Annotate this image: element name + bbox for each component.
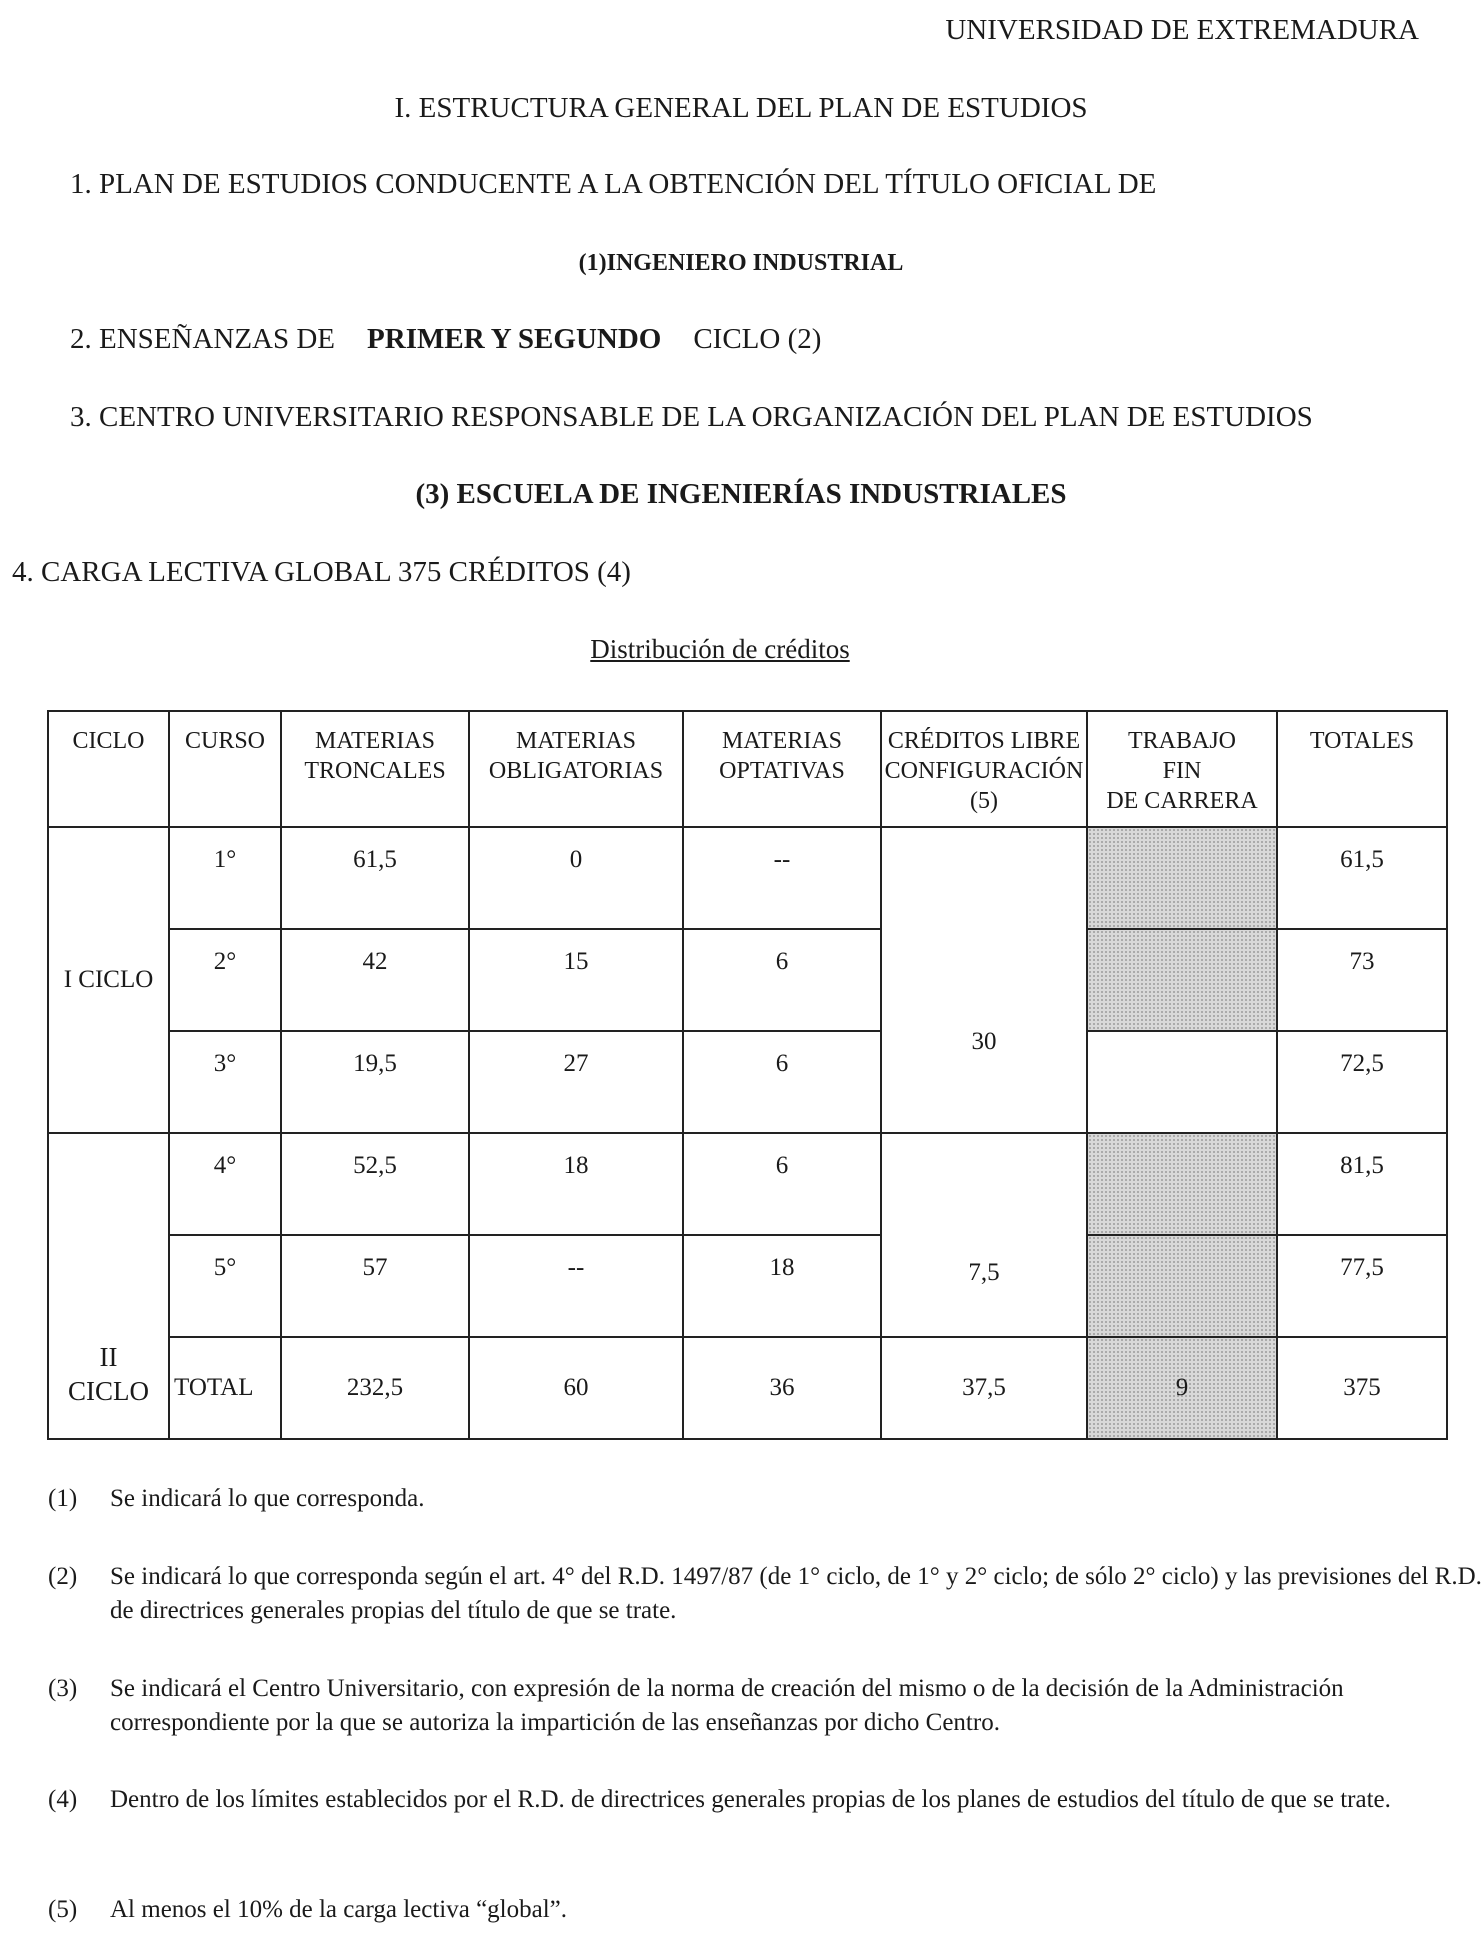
footnote-number: (5) [48,1896,78,1923]
footnote-text: Se indicará lo que corresponda. [110,1485,425,1512]
libre-cycle-2-cell: 7,5 [881,1133,1087,1337]
footnote-text: Se indicará lo que corresponda según el art. 4° del R.D. 1497/87 (de 1° ciclo, de 1° y 2° ciclo; de sólo 2° ciclo) y las previsiones del R.D. de directrices generales propias del título de que se trate. [110,1563,1482,1624]
item-2-suffix: CICLO (2) [693,323,822,355]
header-libre-configuracion: CRÉDITOS LIBRE CONFIGURACIÓN (5) [881,711,1087,827]
curso-cell: 5° [169,1235,281,1337]
header-totales: TOTALES [1277,711,1447,827]
libre-cycle-1-cell: 30 [881,827,1087,1133]
troncales-cell: 57 [281,1235,469,1337]
trabajo-shaded-cell [1087,1235,1277,1337]
header-optativas: MATERIAS OPTATIVAS [683,711,881,827]
total-optativas: 36 [683,1337,881,1439]
troncales-cell: 42 [281,929,469,1031]
header-trabajo-fin-carrera: TRABAJO FIN DE CARRERA [1087,711,1277,827]
curso-cell: 4° [169,1133,281,1235]
footnote-text: Dentro de los límites establecidos por el R.D. de directrices generales propias de los planes de estudios del título de que se trate. [110,1786,1391,1813]
cycle-2-label: II CICLO [48,1133,169,1439]
table-row [48,1133,1447,1235]
table-row [48,1235,1447,1337]
table-header-row [48,711,1447,827]
troncales-cell: 61,5 [281,827,469,929]
curso-cell: 1° [169,827,281,929]
footnote-number: (3) [48,1675,78,1702]
header-ciclo: CICLO [48,711,169,827]
footnote-number: (2) [48,1563,78,1590]
optativas-cell: 6 [683,1133,881,1235]
curso-cell: 3° [169,1031,281,1133]
table-row [48,929,1447,1031]
total-label: TOTAL [169,1337,281,1439]
total-libre: 37,5 [881,1337,1087,1439]
trabajo-empty-cell [1087,1031,1277,1133]
trabajo-shaded-cell [1087,827,1277,929]
optativas-cell: 6 [683,929,881,1031]
section-title: I. ESTRUCTURA GENERAL DEL PLAN DE ESTUDIOS [394,92,1088,124]
degree-name: (1)INGENIERO INDUSTRIAL [578,250,904,276]
table-total-row [48,1337,1447,1439]
header-curso: CURSO [169,711,281,827]
obligatorias-cell: 15 [469,929,683,1031]
item-3-title: 3. CENTRO UNIVERSITARIO RESPONSABLE DE LA ORGANIZACIÓN DEL PLAN DE ESTUDIOS [70,401,1313,433]
total-trabajo: 9 [1087,1337,1277,1439]
optativas-cell: 6 [683,1031,881,1133]
footnote-number: (4) [48,1786,78,1813]
school-name: (3) ESCUELA DE INGENIERÍAS INDUSTRIALES [415,478,1067,510]
optativas-cell: -- [683,827,881,929]
table-row [48,827,1447,929]
distribution-title: Distribución de créditos [590,634,850,664]
optativas-cell: 18 [683,1235,881,1337]
totales-cell: 77,5 [1277,1235,1447,1337]
item-1-title: 1. PLAN DE ESTUDIOS CONDUCENTE A LA OBTENCIÓN DEL TÍTULO OFICIAL DE [70,168,1157,200]
item-2-cycles: PRIMER Y SEGUNDO [367,323,662,355]
obligatorias-cell: 18 [469,1133,683,1235]
university-name: UNIVERSIDAD DE EXTREMADURA [945,14,1419,46]
total-totales: 375 [1277,1337,1447,1439]
troncales-cell: 52,5 [281,1133,469,1235]
table-row [48,1031,1447,1133]
footnote-text: Se indicará el Centro Universitario, con expresión de la norma de creación del mismo o de la decisión de la Administración correspondiente por la que se autoriza la impartición de las enseñanzas por dicho Centro. [110,1675,1344,1736]
trabajo-shaded-cell [1087,1133,1277,1235]
trabajo-shaded-cell [1087,929,1277,1031]
troncales-cell: 19,5 [281,1031,469,1133]
footnote-number: (1) [48,1485,78,1512]
item-2-prefix: 2. ENSEÑANZAS DE [70,323,336,355]
obligatorias-cell: 0 [469,827,683,929]
curso-cell: 2° [169,929,281,1031]
item-2-teaching-cycles [70,323,821,356]
totales-cell: 61,5 [1277,827,1447,929]
total-obligatorias: 60 [469,1337,683,1439]
header-troncales: MATERIAS TRONCALES [281,711,469,827]
totales-cell: 73 [1277,929,1447,1031]
totales-cell: 72,5 [1277,1031,1447,1133]
obligatorias-cell: 27 [469,1031,683,1133]
footnote-text: Al menos el 10% de la carga lectiva “global”. [110,1896,567,1923]
totales-cell: 81,5 [1277,1133,1447,1235]
obligatorias-cell: -- [469,1235,683,1337]
total-troncales: 232,5 [281,1337,469,1439]
item-4-global-load: 4. CARGA LECTIVA GLOBAL 375 CRÉDITOS (4) [12,556,631,588]
cycle-1-label: I CICLO [48,827,169,1133]
credit-distribution-table [47,710,1448,1440]
header-obligatorias: MATERIAS OBLIGATORIAS [469,711,683,827]
